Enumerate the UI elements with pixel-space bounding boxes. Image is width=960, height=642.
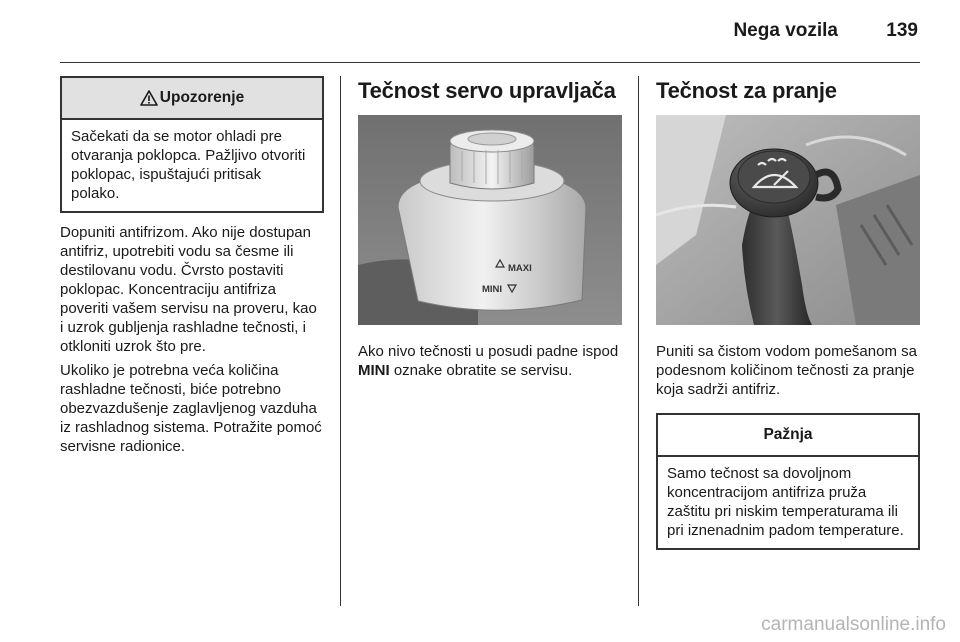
- min-mark-label: MINI: [482, 284, 503, 295]
- warning-title: Upozorenje: [159, 89, 245, 106]
- washer-fluid-cap-image: [656, 115, 920, 325]
- warning-triangle-icon: [140, 90, 158, 106]
- warning-header: [62, 78, 322, 120]
- washer-fluid-title: Tečnost za pranje: [656, 78, 837, 103]
- warning-box: [60, 76, 324, 213]
- middle-column: [358, 76, 622, 380]
- washer-fluid-paragraph: Puniti sa čistom vodom pomešanom sa podesnom količinom tečnosti za pranje koja sadrži antifriz.: [656, 343, 917, 398]
- right-column: [656, 76, 920, 550]
- power-steering-title: Tečnost servo upravljača: [358, 78, 616, 103]
- watermark: carmanualsonline.info: [761, 614, 946, 635]
- left-column: [60, 76, 324, 456]
- mini-mark-text: MINI: [358, 362, 390, 379]
- section-title: Nega vozila: [733, 20, 838, 41]
- note-text: Samo tečnost sa dovoljnom koncentracijom antifriza pruža zaštitu pri niskim temperaturama ili pri iznenadnim padom temperature.: [667, 465, 904, 539]
- coolant-paragraph-2: Ukoliko je potrebna veća količina rashladne tečnosti, biće potrebno obezvazdušenje zaglavljenog vazduha iz rashladnog sistema. Potražite pomoć servisne radionice.: [60, 362, 322, 455]
- page-number: 139: [886, 20, 918, 41]
- note-header: Pažnja: [658, 415, 918, 457]
- coolant-paragraph-1: Dopuniti antifrizom. Ako nije dostupan antifriz, upotrebiti vodu sa česme ili destilovanu vodu. Čvrsto postaviti poklopac. Koncentraciju antifriza poveriti vašem servisu na proveru, kao i uzrok gubljenja rashladne tečnosti, i otkloniti uzrok što pre.: [60, 224, 317, 355]
- power-steering-paragraph: Ako nivo tečnosti u posudi padne ispod MINI oznake obratite se servisu.: [358, 343, 619, 379]
- warning-text: Sačekati da se motor ohladi pre otvaranja poklopca. Pažljivo otvoriti poklopac, ispuštajući pritisak polako.: [71, 128, 306, 202]
- max-mark-label: MAXI: [508, 263, 532, 274]
- power-steering-reservoir-image: [358, 115, 622, 325]
- note-box: [656, 413, 920, 550]
- column-divider-right: [638, 76, 639, 606]
- page-header: [60, 0, 920, 63]
- column-divider-left: [340, 76, 341, 606]
